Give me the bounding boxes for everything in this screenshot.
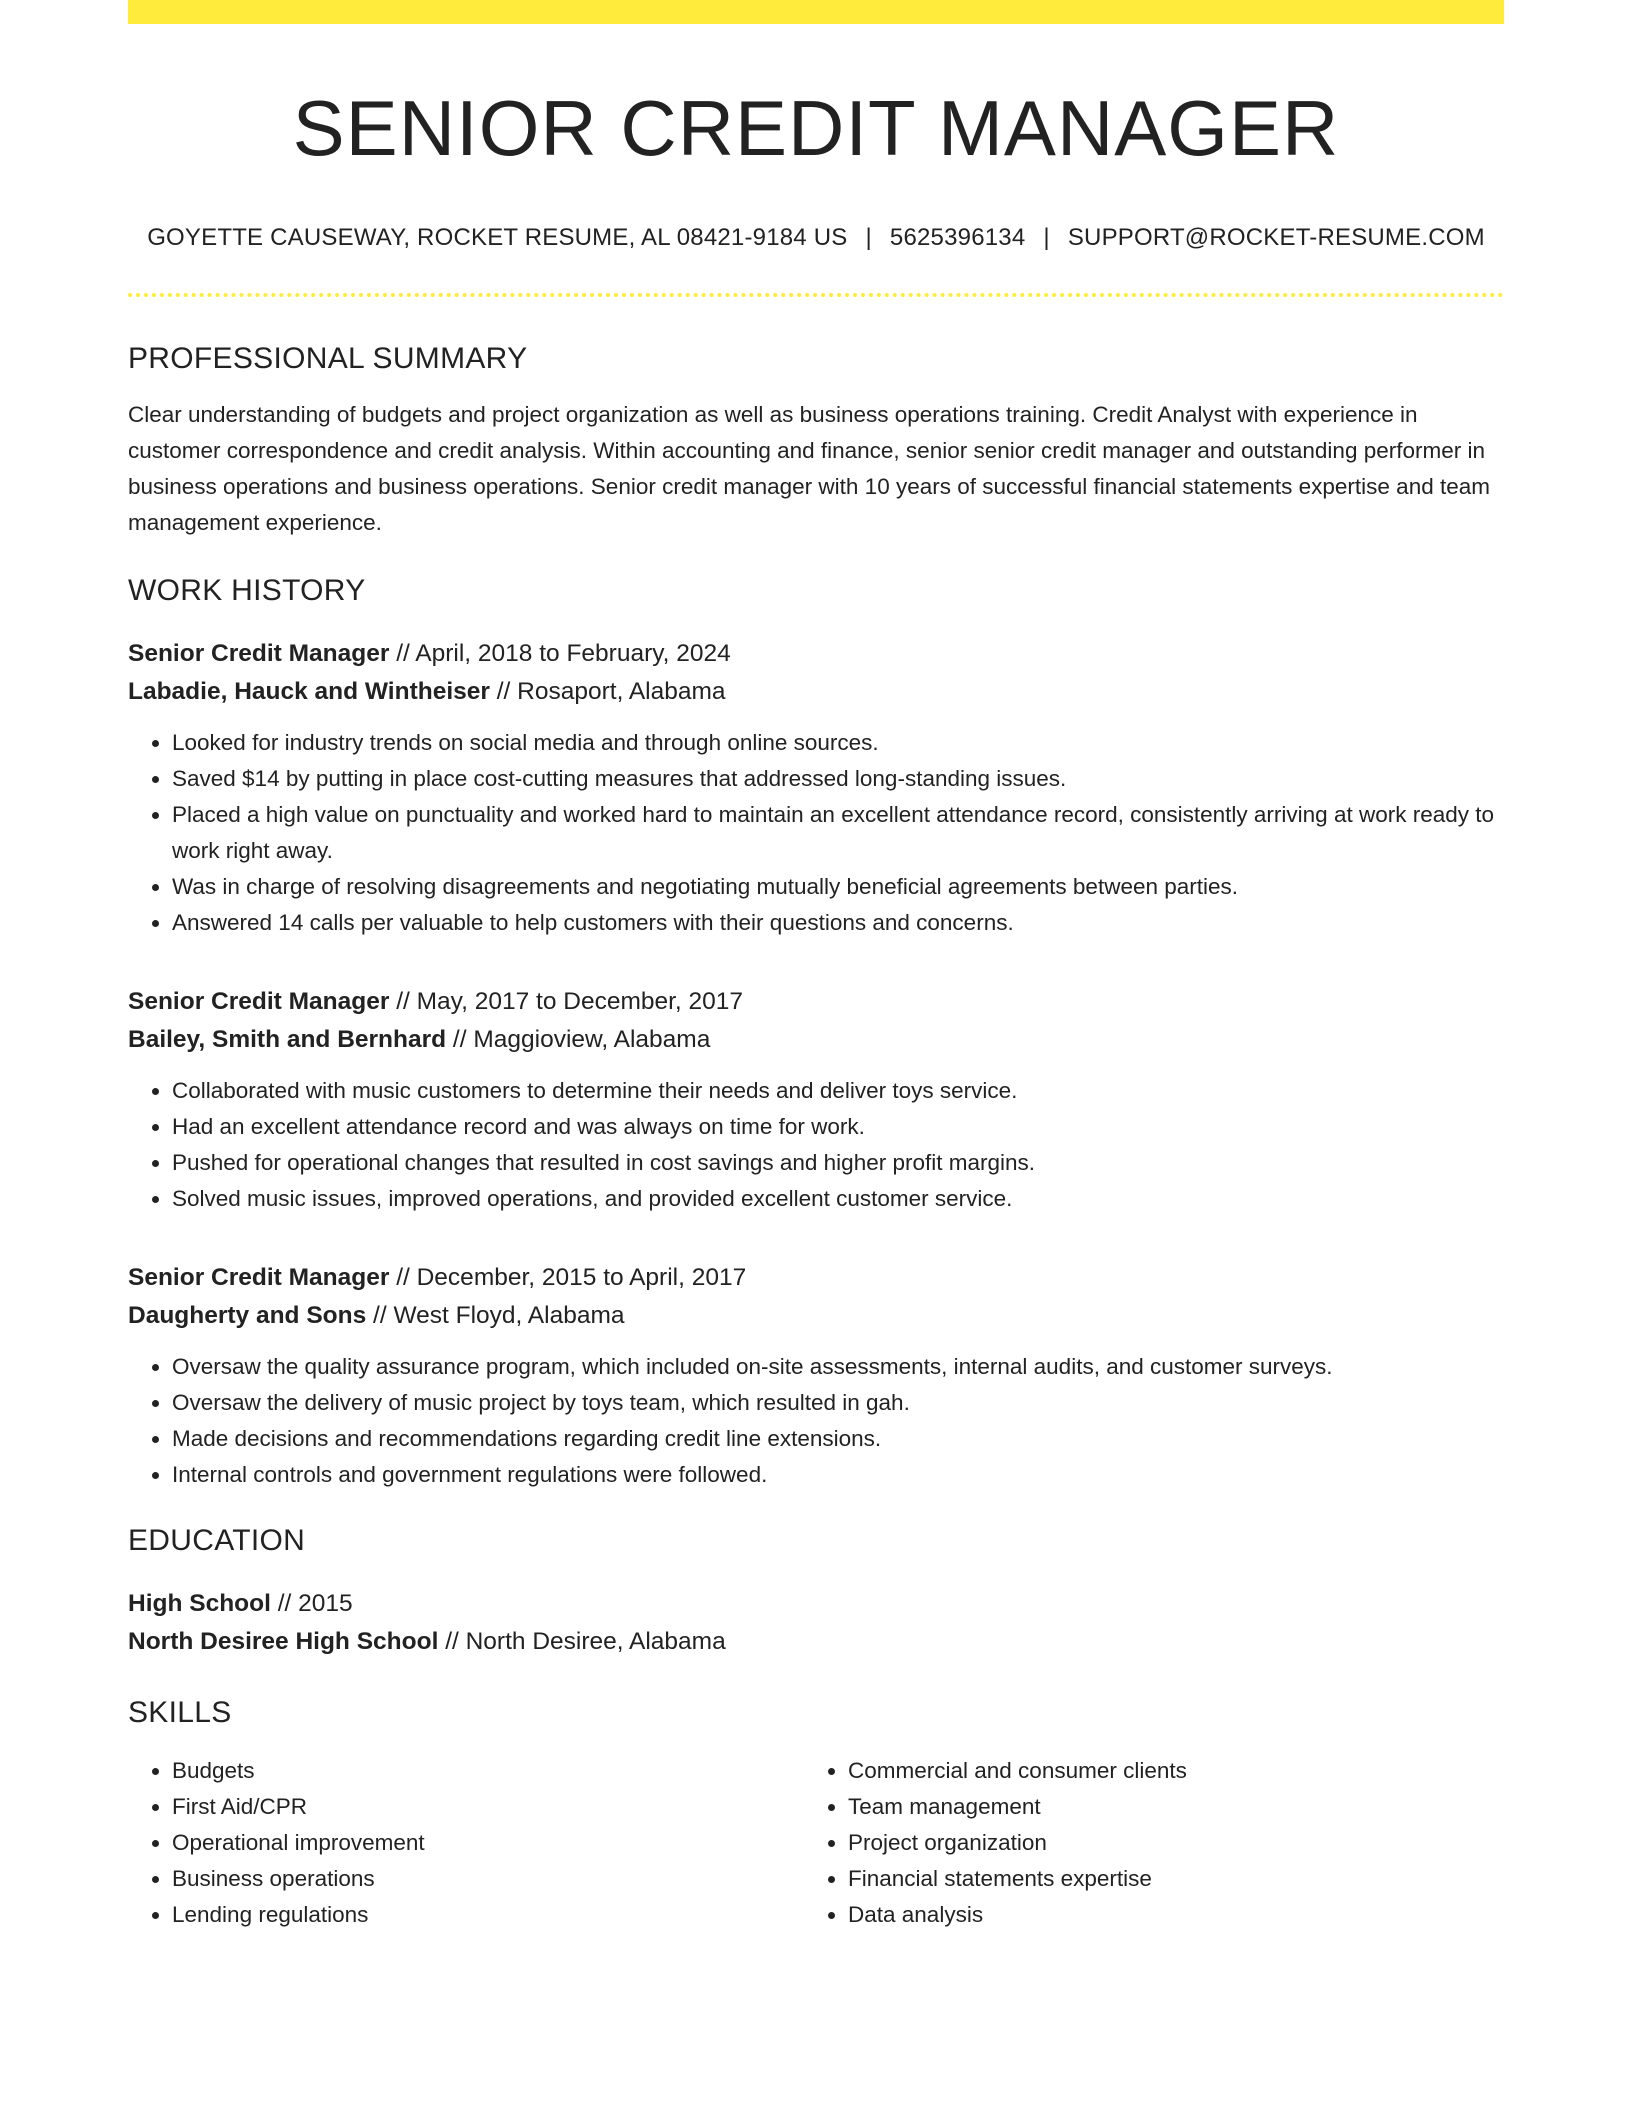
skill-item: • Team management — [848, 1789, 1480, 1825]
list-item: • Solved music issues, improved operations, and provided excellent customer service. — [172, 1181, 1504, 1217]
list-item: • Collaborated with music customers to determine their needs and deliver toys service. — [172, 1073, 1504, 1109]
education-entry — [128, 1585, 1504, 1661]
list-item: • Had an excellent attendance record and was always on time for work. — [172, 1109, 1504, 1145]
job-role: Senior Credit Manager — [128, 987, 390, 1015]
job-location: // Maggioview, Alabama — [446, 1025, 711, 1053]
skills-section — [128, 1695, 1504, 1933]
work-history-section — [128, 573, 1504, 1493]
skill-item: • Operational improvement — [172, 1825, 804, 1861]
job-company-line — [128, 673, 1504, 711]
education-location: // North Desiree, Alabama — [438, 1627, 726, 1655]
education-degree: High School — [128, 1589, 271, 1617]
summary-text: Clear understanding of budgets and project organization as well as business operations training. Credit Analyst with experience in customer correspondence and credit analysis. Within accounting and finance, senior senior credit manager and outstanding performer in business operations and business operations. Senior credit manager with 10 years of successful financial statements expertise and team management experience. — [128, 401, 1490, 535]
skill-item: • Budgets — [172, 1753, 804, 1789]
resume-page — [128, 0, 1504, 1933]
skills-list-right — [804, 1753, 1480, 1933]
list-item: • Placed a high value on punctuality and worked hard to maintain an excellent attendance record, consistently arriving at work ready to work right away. — [172, 797, 1504, 869]
job-title-line — [128, 635, 1504, 673]
dotted-divider — [128, 293, 1504, 297]
contact-phone: 5625396134 — [889, 223, 1026, 251]
job-bullets — [128, 1073, 1504, 1217]
education-section — [128, 1523, 1504, 1661]
skill-item: • Business operations — [172, 1861, 804, 1897]
list-item: • Saved $14 by putting in place cost-cutting measures that addressed long-standing issues. — [172, 761, 1504, 797]
education-year: // 2015 — [270, 1589, 353, 1617]
list-item: • Internal controls and government regulations were followed. — [172, 1457, 1504, 1493]
skills-list-left — [128, 1753, 804, 1933]
summary-section — [128, 341, 1504, 541]
job-bullets — [128, 725, 1504, 941]
job-role: Senior Credit Manager — [128, 1263, 390, 1291]
job-location: // West Floyd, Alabama — [366, 1301, 625, 1329]
job-bullets — [128, 1349, 1504, 1493]
summary-heading: PROFESSIONAL SUMMARY — [128, 341, 528, 375]
contact-separator: | — [1043, 223, 1050, 251]
contact-separator: | — [865, 223, 872, 251]
job-title-line — [128, 1259, 1504, 1297]
list-item: • Oversaw the quality assurance program, which included on-site assessments, internal audits, and customer surveys. — [172, 1349, 1504, 1385]
job-location: // Rosaport, Alabama — [489, 677, 726, 705]
job-dates: // May, 2017 to December, 2017 — [389, 987, 744, 1015]
skills-heading: SKILLS — [128, 1695, 232, 1729]
list-item: • Oversaw the delivery of music project by toys team, which resulted in gah. — [172, 1385, 1504, 1421]
job-entry — [128, 983, 1504, 1217]
list-item: • Pushed for operational changes that resulted in cost savings and higher profit margins. — [172, 1145, 1504, 1181]
list-item: • Looked for industry trends on social media and through online sources. — [172, 725, 1504, 761]
accent-top-bar — [128, 0, 1504, 24]
education-school-line — [128, 1623, 1504, 1661]
skill-item: • Lending regulations — [172, 1897, 804, 1933]
job-company-line — [128, 1297, 1504, 1335]
skill-item: • Commercial and consumer clients — [848, 1753, 1480, 1789]
job-role: Senior Credit Manager — [128, 639, 390, 667]
list-item: • Made decisions and recommendations regarding credit line extensions. — [172, 1421, 1504, 1457]
skills-columns — [128, 1753, 1504, 1933]
contact-line — [128, 224, 1504, 253]
skill-item: • First Aid/CPR — [172, 1789, 804, 1825]
skill-item: • Data analysis — [848, 1897, 1480, 1933]
job-company: Daugherty and Sons — [128, 1301, 367, 1329]
education-school: North Desiree High School — [128, 1627, 439, 1655]
job-company: Bailey, Smith and Bernhard — [128, 1025, 447, 1053]
job-company: Labadie, Hauck and Wintheiser — [128, 677, 490, 705]
education-degree-line — [128, 1585, 1504, 1623]
skill-item: • Project organization — [848, 1825, 1480, 1861]
job-title-line — [128, 983, 1504, 1021]
contact-address: GOYETTE CAUSEWAY, ROCKET RESUME, AL 08421-9184 US — [147, 223, 848, 251]
job-company-line — [128, 1021, 1504, 1059]
list-item: • Was in charge of resolving disagreements and negotiating mutually beneficial agreements between parties. — [172, 869, 1504, 905]
education-heading: EDUCATION — [128, 1523, 306, 1557]
resume-title: SENIOR CREDIT MANAGER — [292, 84, 1340, 172]
contact-email: SUPPORT@ROCKET-RESUME.COM — [1067, 223, 1485, 251]
list-item: • Answered 14 calls per valuable to help customers with their questions and concerns. — [172, 905, 1504, 941]
job-dates: // April, 2018 to February, 2024 — [389, 639, 731, 667]
job-entry — [128, 635, 1504, 941]
job-dates: // December, 2015 to April, 2017 — [389, 1263, 747, 1291]
job-entry — [128, 1259, 1504, 1493]
skill-item: • Financial statements expertise — [848, 1861, 1480, 1897]
work-history-heading: WORK HISTORY — [128, 573, 366, 607]
